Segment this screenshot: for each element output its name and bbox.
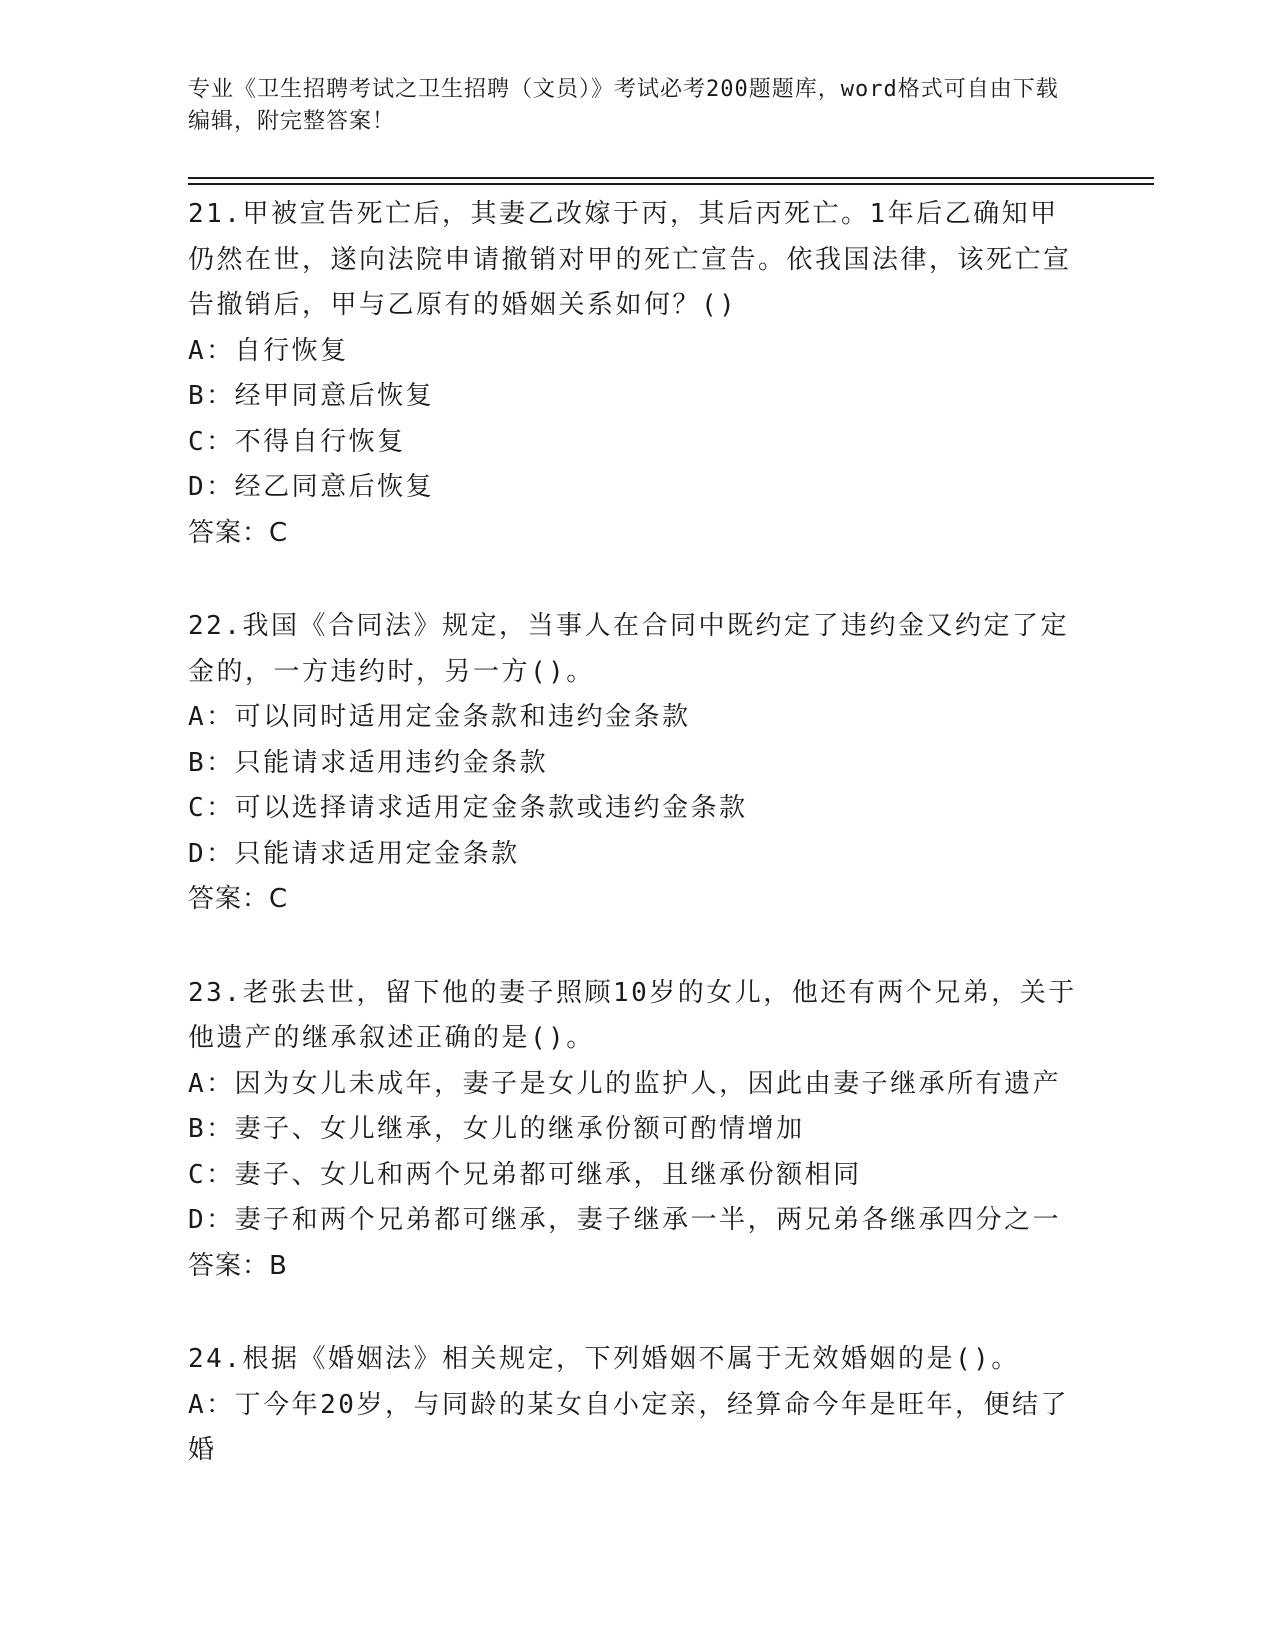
option-a: A：丁今年20岁，与同龄的某女自小定亲，经算命今年是旺年，便结了婚 [188,1389,1069,1465]
option-b: B：只能请求适用违约金条款 [188,747,549,778]
question-text: 24.根据《婚姻法》相关规定，下列婚姻不属于无效婚姻的是()。 [188,1344,1020,1374]
question-block [188,1337,1078,1474]
header-divider-bottom [188,183,1154,185]
header-divider-top [188,177,1154,179]
question-list [188,192,1078,1474]
document-header: 专业《卫生招聘考试之卫生招聘（文员）》考试必考200题题库，word格式可自由下载编辑，附完整答案！ [188,77,1059,134]
option-a: A：自行恢复 [188,335,349,366]
answer-line: 答案：B [188,1250,288,1281]
question-block [188,192,1078,556]
question-text: 23.老张去世，留下他的妻子照顾10岁的女儿，他还有两个兄弟，关于他遗产的继承叙述正确的是()。 [188,977,1077,1053]
option-a: A：可以同时适用定金条款和违约金条款 [188,702,691,732]
option-c: C：可以选择请求适用定金条款或违约金条款 [188,793,748,823]
option-b: B：经甲同意后恢复 [188,381,435,411]
option-b: B：妻子、女儿继承，女儿的继承份额可酌情增加 [188,1114,805,1144]
option-d: D：经乙同意后恢复 [188,472,435,502]
answer-line: 答案：C [188,517,289,548]
answer-line: 答案：C [188,884,289,914]
option-c: C：不得自行恢复 [188,426,406,457]
option-a: A：因为女儿未成年，妻子是女儿的监护人，因此由妻子继承所有遗产 [188,1068,1062,1099]
option-d: D：只能请求适用定金条款 [188,838,520,869]
option-c: C：妻子、女儿和两个兄弟都可继承，且继承份额相同 [188,1159,862,1190]
option-d: D：妻子和两个兄弟都可继承，妻子继承一半，两兄弟各继承四分之一 [188,1205,1062,1235]
question-text: 21.甲被宣告死亡后，其妻乙改嫁于丙，其后丙死亡。1年后乙确知甲仍然在世，遂向法院申请撤销对甲的死亡宣告。依我国法律，该死亡宣告撤销后，甲与乙原有的婚姻关系如何？() [188,199,1072,320]
question-block [188,604,1078,923]
question-block [188,971,1078,1290]
question-text: 22.我国《合同法》规定，当事人在合同中既约定了违约金又约定了定金的，一方违约时，另一方()。 [188,611,1069,687]
